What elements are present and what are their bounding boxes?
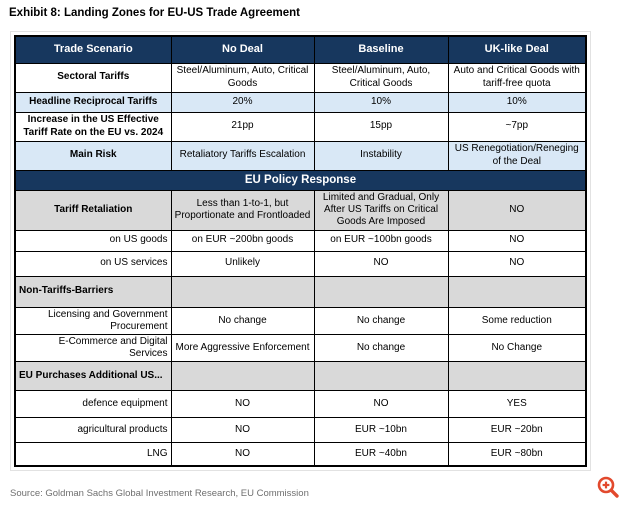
cell: US Renegotiation/Reneging of the Deal — [448, 141, 586, 170]
row-licensing-procurement — [15, 307, 586, 334]
cell — [448, 276, 586, 307]
cell: Some reduction — [448, 307, 586, 334]
table-header-row — [15, 36, 586, 63]
cell: NO — [448, 230, 586, 251]
cell — [448, 362, 586, 391]
cell: ~7pp — [448, 112, 586, 141]
row-label: defence equipment — [15, 391, 171, 418]
row-eu-purchases-additional-us — [15, 362, 586, 391]
cell: NO — [314, 391, 448, 418]
row-agricultural-products — [15, 418, 586, 443]
column-header-trade-scenario: Trade Scenario — [15, 36, 171, 63]
row-ecommerce-digital-services — [15, 334, 586, 361]
cell: NO — [314, 251, 448, 276]
row-label: on US services — [15, 251, 171, 276]
cell: on EUR ~100bn goods — [314, 230, 448, 251]
row-sectoral-tariffs — [15, 63, 586, 92]
cell: No change — [171, 307, 314, 334]
row-defence-equipment — [15, 391, 586, 418]
cell: EUR ~80bn — [448, 443, 586, 466]
row-label: Non-Tariffs-Barriers — [15, 276, 171, 307]
cell: More Aggressive Enforcement — [171, 334, 314, 361]
cell: Instability — [314, 141, 448, 170]
cell — [171, 362, 314, 391]
row-lng — [15, 443, 586, 466]
row-on-us-goods — [15, 230, 586, 251]
section-header-row — [15, 170, 586, 190]
row-effective-tariff-increase — [15, 112, 586, 141]
section-header-label: EU Policy Response — [15, 170, 586, 190]
trade-scenarios-table — [14, 35, 587, 467]
cell — [314, 276, 448, 307]
cell: 15pp — [314, 112, 448, 141]
cell: EUR ~20bn — [448, 418, 586, 443]
cell — [171, 276, 314, 307]
cell: NO — [448, 190, 586, 230]
column-header-no-deal: No Deal — [171, 36, 314, 63]
cell: on EUR ~200bn goods — [171, 230, 314, 251]
zoom-in-icon[interactable] — [596, 475, 620, 499]
cell: Limited and Gradual, Only After US Tariffs on Critical Goods Are Imposed — [314, 190, 448, 230]
cell: Steel/Aluminum, Auto, Critical Goods — [171, 63, 314, 92]
cell: Retaliatory Tariffs Escalation — [171, 141, 314, 170]
cell: EUR ~10bn — [314, 418, 448, 443]
source-note: Source: Goldman Sachs Global Investment Research, EU Commission — [10, 488, 309, 499]
cell: Auto and Critical Goods with tariff-free quota — [448, 63, 586, 92]
row-label: Main Risk — [15, 141, 171, 170]
cell: NO — [448, 251, 586, 276]
table-frame — [10, 31, 591, 471]
cell: No change — [314, 334, 448, 361]
row-label: agricultural products — [15, 418, 171, 443]
exhibit-title: Exhibit 8: Landing Zones for EU-US Trade Agreement — [9, 7, 300, 19]
cell: 10% — [314, 92, 448, 112]
row-non-tariffs-barriers — [15, 276, 586, 307]
cell: 21pp — [171, 112, 314, 141]
cell — [314, 362, 448, 391]
row-label: EU Purchases Additional US... — [15, 362, 171, 391]
row-label: Tariff Retaliation — [15, 190, 171, 230]
cell: NO — [171, 391, 314, 418]
row-headline-reciprocal-tariffs — [15, 92, 586, 112]
cell: No change — [314, 307, 448, 334]
cell: Steel/Aluminum, Auto, Critical Goods — [314, 63, 448, 92]
row-label: Sectoral Tariffs — [15, 63, 171, 92]
row-main-risk — [15, 141, 586, 170]
cell: YES — [448, 391, 586, 418]
cell: EUR ~40bn — [314, 443, 448, 466]
column-header-uk-like-deal: UK-like Deal — [448, 36, 586, 63]
row-label: Headline Reciprocal Tariffs — [15, 92, 171, 112]
cell: 10% — [448, 92, 586, 112]
cell: Less than 1-to-1, but Proportionate and Frontloaded — [171, 190, 314, 230]
column-header-baseline: Baseline — [314, 36, 448, 63]
row-on-us-services — [15, 251, 586, 276]
row-label: on US goods — [15, 230, 171, 251]
cell: NO — [171, 418, 314, 443]
row-label: Increase in the US Effective Tariff Rate on the EU vs. 2024 — [15, 112, 171, 141]
row-label: Licensing and Government Procurement — [15, 307, 171, 334]
cell: 20% — [171, 92, 314, 112]
row-tariff-retaliation — [15, 190, 586, 230]
row-label: E-Commerce and Digital Services — [15, 334, 171, 361]
cell: NO — [171, 443, 314, 466]
cell: Unlikely — [171, 251, 314, 276]
row-label: LNG — [15, 443, 171, 466]
cell: No Change — [448, 334, 586, 361]
